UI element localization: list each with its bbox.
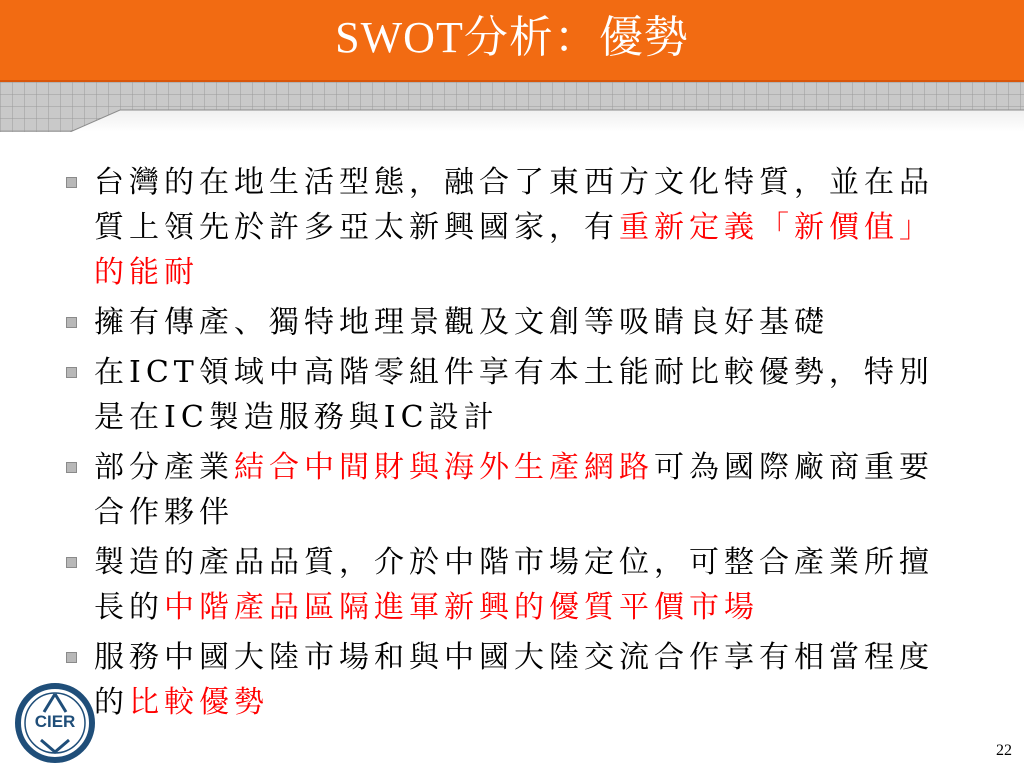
bullet-list [60,160,968,730]
bullet-square-icon [66,557,77,568]
highlighted-text: 比較優勢 [129,685,269,720]
page-number: 22 [996,742,1012,759]
highlighted-text: 重新定義「新價值」的能耐 [94,210,934,290]
bullet-text: 可為國際廠商重要合作夥伴 [94,450,934,530]
cier-logo [14,682,96,764]
bullet-text: 在ICT領域中高階零組件享有本土能耐比較優勢，特別是在IC製造服務與IC設計 [94,355,934,435]
bullet-item [60,350,968,440]
highlighted-text: 中階產品區隔進軍新興的優質平價市場 [164,590,759,625]
bullet-square-icon [66,177,77,188]
decorative-grid-band [0,82,1024,132]
bullet-item [60,540,968,630]
bullet-item [60,300,968,345]
bullet-item [60,445,968,535]
bullet-square-icon [66,367,77,378]
bullet-item [60,160,968,295]
bullet-item [60,635,968,725]
bullet-square-icon [66,317,77,328]
bullet-text: 服務中國大陸市場和與中國大陸交流合作享有相當程度的 [94,640,934,720]
bullet-text: 擁有傳產、獨特地理景觀及文創等吸睛良好基礎 [94,305,829,340]
bullet-text: 製造的產品品質，介於中階市場定位，可整合產業所擅長的 [94,545,934,625]
bullet-square-icon [66,462,77,473]
logo-text: CIER [34,712,76,731]
title-bar [0,0,1024,82]
slide-title: SWOT分析：優勢 [335,13,689,62]
bullet-text: 台灣的在地生活型態，融合了東西方文化特質，並在品質上領先於許多亞太新興國家，有 [94,165,934,245]
bullet-text: 部分產業 [94,450,234,485]
highlighted-text: 結合中間財與海外生產網路 [234,450,654,485]
bullet-square-icon [66,652,77,663]
